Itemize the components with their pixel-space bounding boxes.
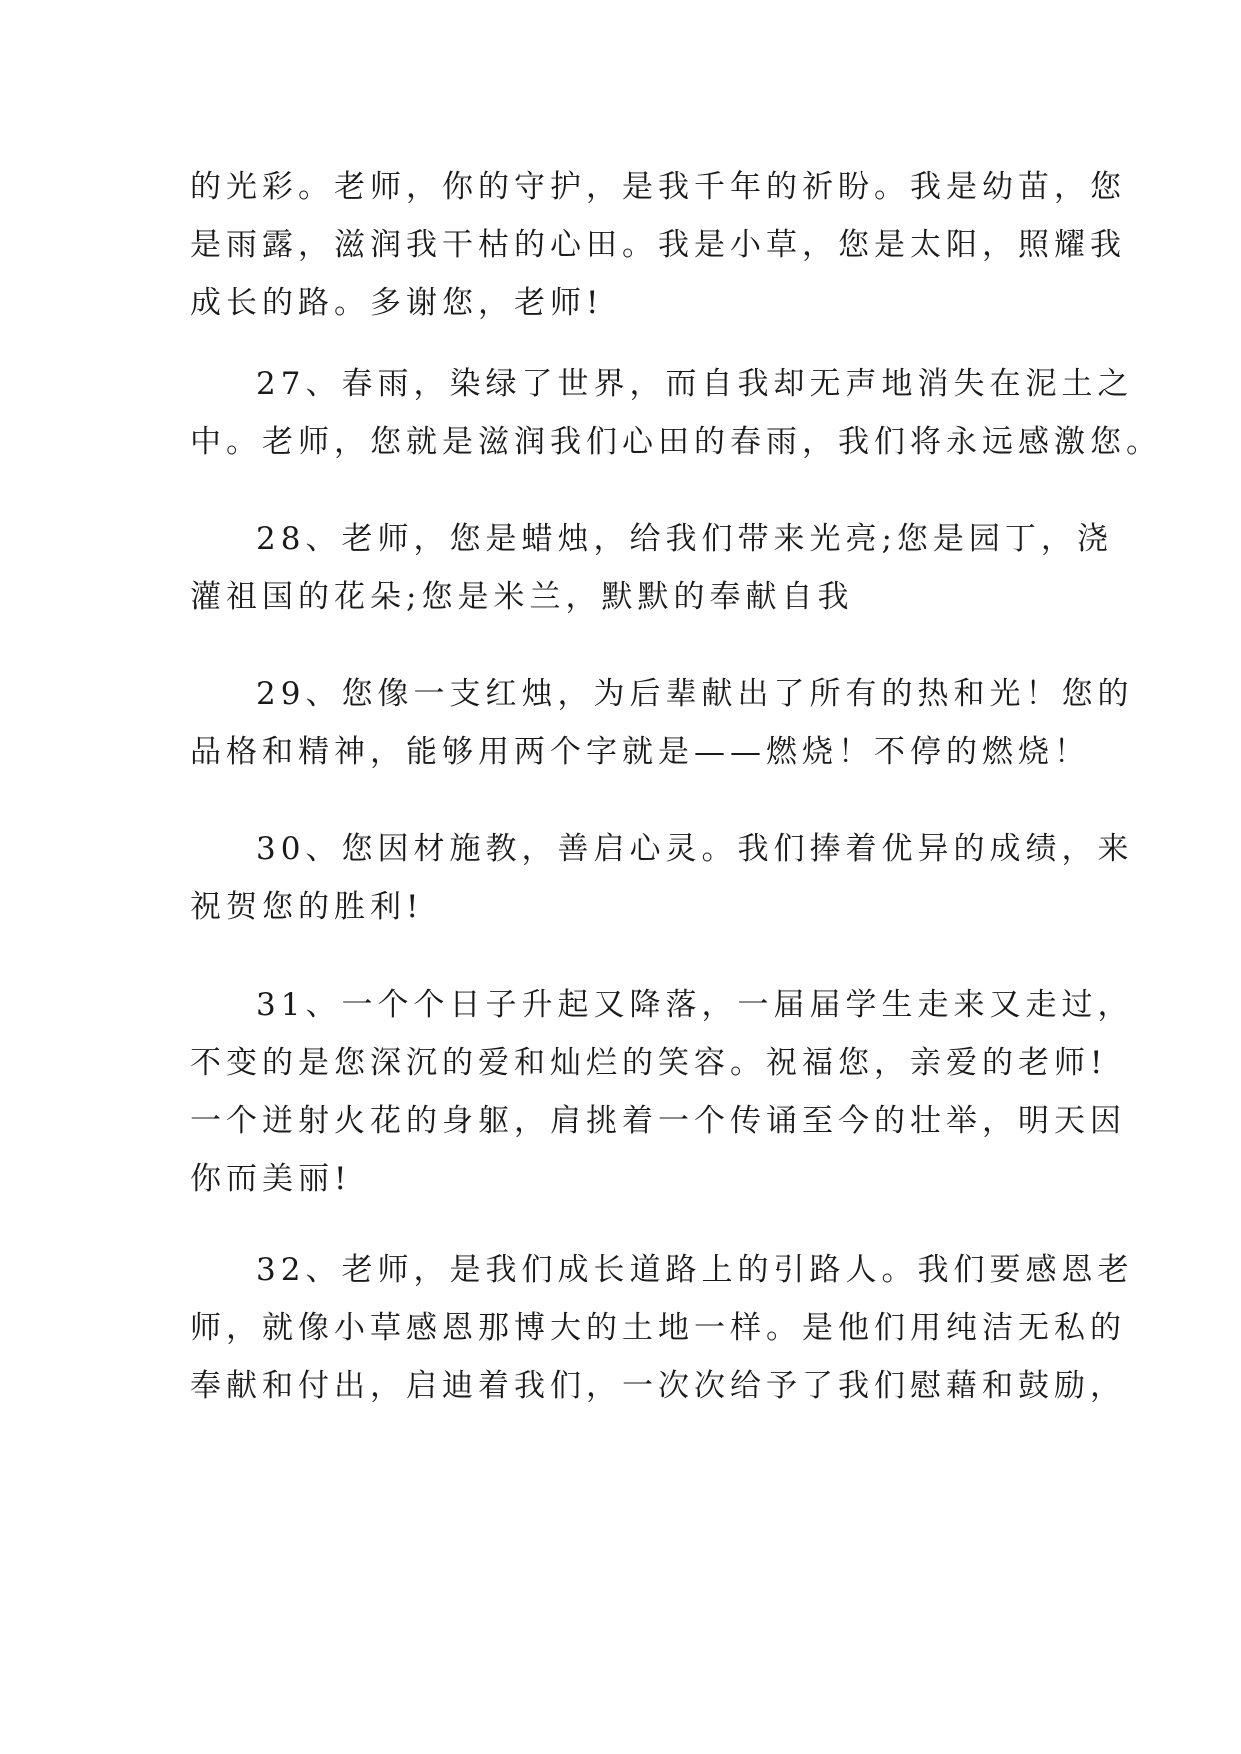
- text-line: 28、老师，您是蜡烛，给我们带来光亮;您是园丁，浇: [256, 521, 1113, 557]
- text-line: 31、一个个日子升起又降落，一届届学生走来又走过，: [256, 987, 1134, 1023]
- paragraph-27: [190, 355, 1162, 471]
- text-line: 你而美丽!: [190, 1161, 352, 1197]
- text-line: 师，就像小草感恩那博大的土地一样。是他们用纯洁无私的: [190, 1310, 1126, 1346]
- text-line: 中。老师，您就是滋润我们心田的春雨，我们将永远感激您。: [190, 424, 1162, 460]
- paragraph-30: [190, 820, 1133, 936]
- paragraph-32: [190, 1241, 1133, 1415]
- text-line: 奉献和付出，启迪着我们，一次次给予了我们慰藉和鼓励，: [190, 1368, 1126, 1404]
- text-line: 29、您像一支红烛，为后辈献出了所有的热和光！您的: [256, 676, 1134, 712]
- text-line: 品格和精神，能够用两个字就是——燃烧！不停的燃烧！: [190, 734, 1090, 770]
- text-line: 一个迸射火花的身躯，肩挑着一个传诵至今的壮举，明天因: [190, 1103, 1126, 1139]
- text-line: 27、春雨，染绿了世界，而自我却无声地消失在泥土之: [256, 366, 1134, 402]
- paragraph-continued: [190, 158, 1126, 332]
- paragraph-28: [190, 510, 1113, 626]
- text-line: 30、您因材施教，善启心灵。我们捧着优异的成绩，来: [256, 831, 1134, 867]
- text-line: 祝贺您的胜利!: [190, 889, 424, 925]
- text-line: 灌祖国的花朵;您是米兰，默默的奉献自我: [190, 579, 854, 615]
- text-line: 不变的是您深沉的爱和灿烂的笑容。祝福您，亲爱的老师!: [190, 1045, 1108, 1081]
- paragraph-29: [190, 665, 1133, 781]
- paragraph-31: [190, 976, 1133, 1208]
- text-line: 是雨露，滋润我干枯的心田。我是小草，您是太阳，照耀我: [190, 227, 1126, 263]
- text-line: 的光彩。老师，你的守护，是我千年的祈盼。我是幼苗，您: [190, 169, 1126, 205]
- text-line: 成长的路。多谢您，老师!: [190, 285, 604, 321]
- text-line: 32、老师，是我们成长道路上的引路人。我们要感恩老: [256, 1252, 1134, 1288]
